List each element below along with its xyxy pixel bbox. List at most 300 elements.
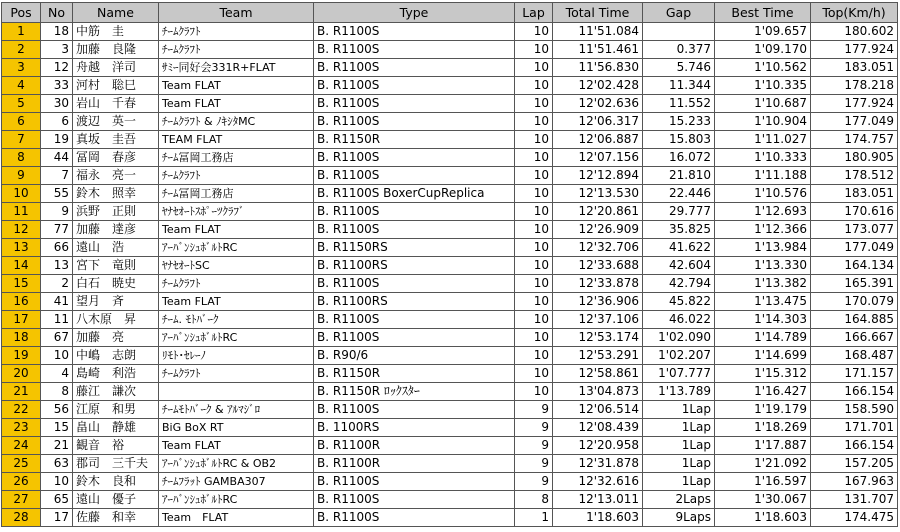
- team-cell: ﾔﾅｾｵｰﾄSC: [159, 257, 314, 275]
- total-time-cell: 12'12.894: [553, 167, 643, 185]
- gap-cell: 21.810: [643, 167, 715, 185]
- bike-type-cell: B. R1150RS: [314, 239, 515, 257]
- best-time-cell: 1'13.382: [715, 275, 811, 293]
- number-cell: 30: [41, 95, 73, 113]
- rider-name-cell: 鈴木 照幸: [73, 185, 159, 203]
- table-row: [2, 365, 898, 383]
- top-speed-cell: 178.512: [811, 167, 898, 185]
- header-row: [2, 3, 898, 23]
- bike-type-cell: B. R1100S: [314, 113, 515, 131]
- gap-cell: 11.552: [643, 95, 715, 113]
- top-speed-cell: 180.905: [811, 149, 898, 167]
- gap-cell: 46.022: [643, 311, 715, 329]
- best-time-cell: 1'16.597: [715, 473, 811, 491]
- team-cell: Team FLAT: [159, 293, 314, 311]
- lap-cell: 10: [515, 77, 553, 95]
- total-time-cell: 12'13.011: [553, 491, 643, 509]
- col-header-total-time: Total Time: [553, 3, 643, 23]
- table-row: [2, 149, 898, 167]
- lap-cell: 10: [515, 167, 553, 185]
- total-time-cell: 12'02.636: [553, 95, 643, 113]
- total-time-cell: 12'06.317: [553, 113, 643, 131]
- lap-cell: 10: [515, 149, 553, 167]
- number-cell: 56: [41, 401, 73, 419]
- top-speed-cell: 171.157: [811, 365, 898, 383]
- total-time-cell: 12'53.291: [553, 347, 643, 365]
- best-time-cell: 1'21.092: [715, 455, 811, 473]
- bike-type-cell: B. R1100S: [314, 167, 515, 185]
- bike-type-cell: B. R1150R: [314, 131, 515, 149]
- gap-cell: 5.746: [643, 59, 715, 77]
- bike-type-cell: B. R1100S: [314, 149, 515, 167]
- number-cell: 67: [41, 329, 73, 347]
- top-speed-cell: 166.154: [811, 437, 898, 455]
- position-cell: 27: [2, 491, 41, 509]
- lap-cell: 10: [515, 329, 553, 347]
- table-row: [2, 77, 898, 95]
- number-cell: 55: [41, 185, 73, 203]
- position-cell: 7: [2, 131, 41, 149]
- top-speed-cell: 165.391: [811, 275, 898, 293]
- lap-cell: 9: [515, 455, 553, 473]
- team-cell: Team FLAT: [159, 221, 314, 239]
- bike-type-cell: B. R90/6: [314, 347, 515, 365]
- bike-type-cell: B. R1100RS: [314, 257, 515, 275]
- best-time-cell: 1'10.333: [715, 149, 811, 167]
- bike-type-cell: B. R1100S: [314, 203, 515, 221]
- total-time-cell: 12'53.174: [553, 329, 643, 347]
- col-header-no: No: [41, 3, 73, 23]
- position-cell: 17: [2, 311, 41, 329]
- table-row: [2, 185, 898, 203]
- best-time-cell: 1'17.887: [715, 437, 811, 455]
- lap-cell: 9: [515, 473, 553, 491]
- rider-name-cell: 加藤 亮: [73, 329, 159, 347]
- best-time-cell: 1'19.179: [715, 401, 811, 419]
- gap-cell: 1'07.777: [643, 365, 715, 383]
- bike-type-cell: B. R1100S: [314, 221, 515, 239]
- position-cell: 2: [2, 41, 41, 59]
- gap-cell: 41.622: [643, 239, 715, 257]
- gap-cell: 16.072: [643, 149, 715, 167]
- bike-type-cell: B. R1100RS: [314, 293, 515, 311]
- table-row: [2, 419, 898, 437]
- number-cell: 66: [41, 239, 73, 257]
- best-time-cell: 1'10.687: [715, 95, 811, 113]
- number-cell: 13: [41, 257, 73, 275]
- table-row: [2, 473, 898, 491]
- best-time-cell: 1'14.699: [715, 347, 811, 365]
- team-cell: Team FLAT: [159, 437, 314, 455]
- best-time-cell: 1'13.330: [715, 257, 811, 275]
- number-cell: 63: [41, 455, 73, 473]
- number-cell: 17: [41, 509, 73, 527]
- rider-name-cell: 望月 斉: [73, 293, 159, 311]
- gap-cell: 22.446: [643, 185, 715, 203]
- rider-name-cell: 郡司 三千夫: [73, 455, 159, 473]
- number-cell: 8: [41, 383, 73, 401]
- table-row: [2, 113, 898, 131]
- total-time-cell: 12'20.958: [553, 437, 643, 455]
- top-speed-cell: 177.049: [811, 239, 898, 257]
- position-cell: 26: [2, 473, 41, 491]
- lap-cell: 10: [515, 311, 553, 329]
- gap-cell: 9Laps: [643, 509, 715, 527]
- team-cell: ﾁｰﾑ冨岡工務店: [159, 185, 314, 203]
- total-time-cell: 12'13.530: [553, 185, 643, 203]
- table-row: [2, 455, 898, 473]
- position-cell: 6: [2, 113, 41, 131]
- bike-type-cell: B. R1100S: [314, 23, 515, 41]
- top-speed-cell: 183.051: [811, 59, 898, 77]
- total-time-cell: 12'32.616: [553, 473, 643, 491]
- top-speed-cell: 170.079: [811, 293, 898, 311]
- team-cell: ﾁｰﾑ冨岡工務店: [159, 149, 314, 167]
- bike-type-cell: B. R1100S: [314, 329, 515, 347]
- rider-name-cell: 加藤 達彦: [73, 221, 159, 239]
- number-cell: 41: [41, 293, 73, 311]
- top-speed-cell: 177.924: [811, 41, 898, 59]
- team-cell: ﾔﾅｾｵｰﾄｽﾎﾟｰﾂｸﾗﾌﾞ: [159, 203, 314, 221]
- position-cell: 12: [2, 221, 41, 239]
- bike-type-cell: B. R1100S: [314, 491, 515, 509]
- total-time-cell: 12'37.106: [553, 311, 643, 329]
- top-speed-cell: 157.205: [811, 455, 898, 473]
- top-speed-cell: 173.077: [811, 221, 898, 239]
- table-row: [2, 167, 898, 185]
- position-cell: 15: [2, 275, 41, 293]
- rider-name-cell: 江原 和男: [73, 401, 159, 419]
- rider-name-cell: 佐藤 和幸: [73, 509, 159, 527]
- number-cell: 3: [41, 41, 73, 59]
- team-cell: Team FLAT: [159, 509, 314, 527]
- top-speed-cell: 167.963: [811, 473, 898, 491]
- rider-name-cell: 浜野 正則: [73, 203, 159, 221]
- rider-name-cell: 岩山 千春: [73, 95, 159, 113]
- rider-name-cell: 藤江 謙次: [73, 383, 159, 401]
- lap-cell: 1: [515, 509, 553, 527]
- gap-cell: 42.794: [643, 275, 715, 293]
- bike-type-cell: B. R1100S BoxerCupReplica: [314, 185, 515, 203]
- top-speed-cell: 164.885: [811, 311, 898, 329]
- bike-type-cell: B. R1100R: [314, 455, 515, 473]
- total-time-cell: 12'08.439: [553, 419, 643, 437]
- rider-name-cell: 真坂 圭吾: [73, 131, 159, 149]
- best-time-cell: 1'10.335: [715, 77, 811, 95]
- total-time-cell: 12'07.156: [553, 149, 643, 167]
- bike-type-cell: B. R1100S: [314, 311, 515, 329]
- table-row: [2, 203, 898, 221]
- position-cell: 11: [2, 203, 41, 221]
- table-row: [2, 95, 898, 113]
- table-row: [2, 401, 898, 419]
- position-cell: 3: [2, 59, 41, 77]
- best-time-cell: 1'10.904: [715, 113, 811, 131]
- table-row: [2, 293, 898, 311]
- rider-name-cell: 冨岡 春彦: [73, 149, 159, 167]
- lap-cell: 10: [515, 95, 553, 113]
- bike-type-cell: B. R1100S: [314, 77, 515, 95]
- lap-cell: 8: [515, 491, 553, 509]
- position-cell: 4: [2, 77, 41, 95]
- best-time-cell: 1'30.067: [715, 491, 811, 509]
- bike-type-cell: B. R1100S: [314, 59, 515, 77]
- lap-cell: 10: [515, 383, 553, 401]
- position-cell: 10: [2, 185, 41, 203]
- bike-type-cell: B. R1150R: [314, 365, 515, 383]
- lap-cell: 10: [515, 275, 553, 293]
- number-cell: 33: [41, 77, 73, 95]
- total-time-cell: 11'51.084: [553, 23, 643, 41]
- team-cell: Team FLAT: [159, 95, 314, 113]
- total-time-cell: 13'04.873: [553, 383, 643, 401]
- best-time-cell: 1'10.576: [715, 185, 811, 203]
- gap-cell: 1Lap: [643, 437, 715, 455]
- total-time-cell: 12'58.861: [553, 365, 643, 383]
- rider-name-cell: 畠山 静雄: [73, 419, 159, 437]
- col-header-pos: Pos: [2, 3, 41, 23]
- team-cell: ｱｰﾊﾞﾝｼｭﾎﾞﾙﾄRC & OB2: [159, 455, 314, 473]
- position-cell: 1: [2, 23, 41, 41]
- total-time-cell: 12'06.887: [553, 131, 643, 149]
- results-table: [1, 2, 898, 527]
- number-cell: 10: [41, 473, 73, 491]
- position-cell: 8: [2, 149, 41, 167]
- top-speed-cell: 174.475: [811, 509, 898, 527]
- gap-cell: 45.822: [643, 293, 715, 311]
- gap-cell: 1'02.090: [643, 329, 715, 347]
- rider-name-cell: 河村 聡巳: [73, 77, 159, 95]
- rider-name-cell: 遠山 優子: [73, 491, 159, 509]
- table-row: [2, 437, 898, 455]
- total-time-cell: 12'33.688: [553, 257, 643, 275]
- top-speed-cell: 171.701: [811, 419, 898, 437]
- number-cell: 4: [41, 365, 73, 383]
- best-time-cell: 1'13.984: [715, 239, 811, 257]
- gap-cell: 42.604: [643, 257, 715, 275]
- top-speed-cell: 166.154: [811, 383, 898, 401]
- number-cell: 18: [41, 23, 73, 41]
- table-row: [2, 329, 898, 347]
- team-cell: ﾁｰﾑﾌﾗｯﾄ GAMBA307: [159, 473, 314, 491]
- best-time-cell: 1'09.170: [715, 41, 811, 59]
- rider-name-cell: 渡辺 英一: [73, 113, 159, 131]
- top-speed-cell: 166.667: [811, 329, 898, 347]
- gap-cell: 1'02.207: [643, 347, 715, 365]
- position-cell: 25: [2, 455, 41, 473]
- table-row: [2, 239, 898, 257]
- lap-cell: 10: [515, 257, 553, 275]
- bike-type-cell: B. R1100S: [314, 95, 515, 113]
- rider-name-cell: 八木原 昇: [73, 311, 159, 329]
- table-row: [2, 221, 898, 239]
- top-speed-cell: 178.218: [811, 77, 898, 95]
- number-cell: 44: [41, 149, 73, 167]
- gap-cell: 1Lap: [643, 455, 715, 473]
- bike-type-cell: B. R1100S: [314, 473, 515, 491]
- rider-name-cell: 中嶋 志朗: [73, 347, 159, 365]
- team-cell: ﾁｰﾑｸﾗﾌﾄ: [159, 365, 314, 383]
- number-cell: 21: [41, 437, 73, 455]
- number-cell: 9: [41, 203, 73, 221]
- gap-cell: [643, 23, 715, 41]
- lap-cell: 10: [515, 221, 553, 239]
- lap-cell: 10: [515, 347, 553, 365]
- number-cell: 7: [41, 167, 73, 185]
- lap-cell: 10: [515, 23, 553, 41]
- table-row: [2, 491, 898, 509]
- position-cell: 18: [2, 329, 41, 347]
- team-cell: ﾁｰﾑ. ﾓﾄﾊﾞｰｸ: [159, 311, 314, 329]
- top-speed-cell: 180.602: [811, 23, 898, 41]
- col-header-best-time: Best Time: [715, 3, 811, 23]
- rider-name-cell: 白石 暁史: [73, 275, 159, 293]
- table-row: [2, 59, 898, 77]
- bike-type-cell: B. R1150R ﾛｯｸｽﾀｰ: [314, 383, 515, 401]
- total-time-cell: 12'20.861: [553, 203, 643, 221]
- rider-name-cell: 福永 亮一: [73, 167, 159, 185]
- col-header-team: Team: [159, 3, 314, 23]
- table-row: [2, 41, 898, 59]
- team-cell: ﾁｰﾑｸﾗﾌﾄ: [159, 275, 314, 293]
- position-cell: 13: [2, 239, 41, 257]
- rider-name-cell: 宮下 竜則: [73, 257, 159, 275]
- position-cell: 20: [2, 365, 41, 383]
- col-header-gap: Gap: [643, 3, 715, 23]
- best-time-cell: 1'11.188: [715, 167, 811, 185]
- team-cell: ﾁｰﾑｸﾗﾌﾄ: [159, 167, 314, 185]
- table-row: [2, 23, 898, 41]
- position-cell: 9: [2, 167, 41, 185]
- team-cell: Team FLAT: [159, 77, 314, 95]
- table-row: [2, 257, 898, 275]
- best-time-cell: 1'15.312: [715, 365, 811, 383]
- number-cell: 10: [41, 347, 73, 365]
- best-time-cell: 1'18.269: [715, 419, 811, 437]
- total-time-cell: 12'31.878: [553, 455, 643, 473]
- best-time-cell: 1'13.475: [715, 293, 811, 311]
- lap-cell: 10: [515, 185, 553, 203]
- lap-cell: 10: [515, 293, 553, 311]
- position-cell: 22: [2, 401, 41, 419]
- bike-type-cell: B. R1100S: [314, 509, 515, 527]
- gap-cell: 2Laps: [643, 491, 715, 509]
- team-cell: BiG BoX RT: [159, 419, 314, 437]
- position-cell: 5: [2, 95, 41, 113]
- lap-cell: 9: [515, 419, 553, 437]
- table-row: [2, 509, 898, 527]
- lap-cell: 10: [515, 113, 553, 131]
- gap-cell: 11.344: [643, 77, 715, 95]
- best-time-cell: 1'12.366: [715, 221, 811, 239]
- position-cell: 16: [2, 293, 41, 311]
- team-cell: ﾘﾓﾄ･ｾﾚｰﾉ: [159, 347, 314, 365]
- position-cell: 28: [2, 509, 41, 527]
- number-cell: 12: [41, 59, 73, 77]
- table-row: [2, 383, 898, 401]
- total-time-cell: 12'06.514: [553, 401, 643, 419]
- number-cell: 2: [41, 275, 73, 293]
- team-cell: ｱｰﾊﾞﾝｼｭﾎﾞﾙﾄRC: [159, 329, 314, 347]
- bike-type-cell: B. 1100RS: [314, 419, 515, 437]
- top-speed-cell: 158.590: [811, 401, 898, 419]
- results-body: [2, 23, 898, 527]
- team-cell: TEAM FLAT: [159, 131, 314, 149]
- best-time-cell: 1'09.657: [715, 23, 811, 41]
- rider-name-cell: 島崎 利浩: [73, 365, 159, 383]
- rider-name-cell: 加藤 良隆: [73, 41, 159, 59]
- lap-cell: 10: [515, 41, 553, 59]
- number-cell: 65: [41, 491, 73, 509]
- best-time-cell: 1'14.789: [715, 329, 811, 347]
- rider-name-cell: 舟越 洋司: [73, 59, 159, 77]
- rider-name-cell: 鈴木 良和: [73, 473, 159, 491]
- number-cell: 15: [41, 419, 73, 437]
- position-cell: 19: [2, 347, 41, 365]
- top-speed-cell: 177.049: [811, 113, 898, 131]
- best-time-cell: 1'16.427: [715, 383, 811, 401]
- number-cell: 11: [41, 311, 73, 329]
- gap-cell: 29.777: [643, 203, 715, 221]
- best-time-cell: 1'11.027: [715, 131, 811, 149]
- col-header-lap: Lap: [515, 3, 553, 23]
- number-cell: 77: [41, 221, 73, 239]
- table-row: [2, 347, 898, 365]
- table-row: [2, 275, 898, 293]
- position-cell: 21: [2, 383, 41, 401]
- total-time-cell: 12'36.906: [553, 293, 643, 311]
- gap-cell: 1Lap: [643, 473, 715, 491]
- team-cell: ﾁｰﾑｸﾗﾌﾄ: [159, 41, 314, 59]
- table-row: [2, 131, 898, 149]
- total-time-cell: 12'02.428: [553, 77, 643, 95]
- lap-cell: 9: [515, 437, 553, 455]
- team-cell: [159, 383, 314, 401]
- top-speed-cell: 170.616: [811, 203, 898, 221]
- gap-cell: 35.825: [643, 221, 715, 239]
- team-cell: ﾁｰﾑｸﾗﾌﾄ: [159, 23, 314, 41]
- gap-cell: 0.377: [643, 41, 715, 59]
- bike-type-cell: B. R1100R: [314, 437, 515, 455]
- top-speed-cell: 131.707: [811, 491, 898, 509]
- total-time-cell: 12'26.909: [553, 221, 643, 239]
- rider-name-cell: 観音 裕: [73, 437, 159, 455]
- team-cell: ﾁｰﾑﾓﾄﾊﾞｰｸ & ｱﾙﾏｼﾞﾛ: [159, 401, 314, 419]
- top-speed-cell: 164.134: [811, 257, 898, 275]
- lap-cell: 9: [515, 401, 553, 419]
- lap-cell: 10: [515, 365, 553, 383]
- position-cell: 14: [2, 257, 41, 275]
- position-cell: 24: [2, 437, 41, 455]
- top-speed-cell: 183.051: [811, 185, 898, 203]
- best-time-cell: 1'18.603: [715, 509, 811, 527]
- best-time-cell: 1'12.693: [715, 203, 811, 221]
- bike-type-cell: B. R1100S: [314, 41, 515, 59]
- rider-name-cell: 遠山 浩: [73, 239, 159, 257]
- total-time-cell: 1'18.603: [553, 509, 643, 527]
- team-cell: ﾁｰﾑｸﾗﾌﾄ & ﾉｷｼﾀMC: [159, 113, 314, 131]
- bike-type-cell: B. R1100S: [314, 275, 515, 293]
- best-time-cell: 1'10.562: [715, 59, 811, 77]
- bike-type-cell: B. R1100S: [314, 401, 515, 419]
- gap-cell: 15.803: [643, 131, 715, 149]
- total-time-cell: 12'33.878: [553, 275, 643, 293]
- number-cell: 6: [41, 113, 73, 131]
- rider-name-cell: 中筋 圭: [73, 23, 159, 41]
- total-time-cell: 11'51.461: [553, 41, 643, 59]
- gap-cell: 1Lap: [643, 419, 715, 437]
- col-header-name: Name: [73, 3, 159, 23]
